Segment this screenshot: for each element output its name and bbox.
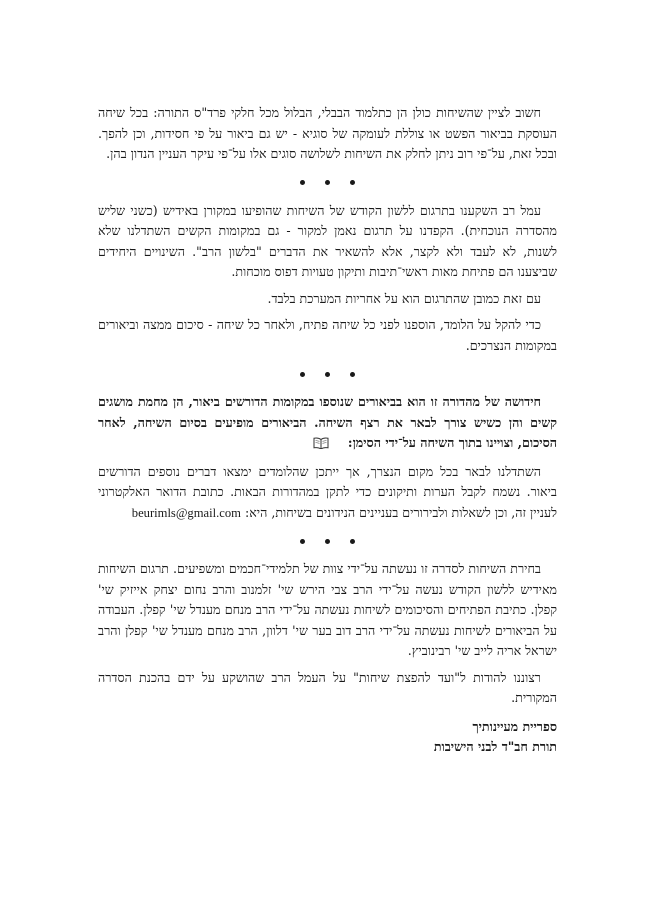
- paragraph-thanks: רצוננו להודות ל"ועד להפצת שיחות" על העמל הרב שהושקע על ידם בהכנת הסדרה המקורית.: [98, 669, 557, 705]
- divider-dot: [300, 539, 305, 544]
- divider-dot: [350, 372, 355, 377]
- edition-novelty-text: חידושה של מהדורה זו הוא בביאורים שנוספו במקומות הדורשים ביאור, הן מחמת מושגים קשים והן כשיש צורך לבאר את רצף השיחה. הביאורים מופיעים בסיום השיחה, לאחר הסיכום, וצויינו בתוך השיחה על־ידי הסימן:: [98, 394, 557, 450]
- divider-dot: [350, 180, 355, 185]
- divider-dot: [300, 372, 305, 377]
- divider-dot: [350, 539, 355, 544]
- contact-email[interactable]: beurimls@gmail.com: [131, 505, 241, 520]
- paragraph-responsibility: עם זאת כמובן שהתרגום הוא על אחריות המערכת בלבד.: [267, 290, 541, 306]
- paragraph-edition-novelty: [98, 392, 557, 456]
- signature-line-1: ספריית מעיינותיך: [472, 718, 557, 734]
- divider-dot: [300, 180, 305, 185]
- paragraph-talmud-note: חשוב לציין שהשיחות כולן הן כתלמוד הבבלי, הבלול מכל חלקי פרד"ס התורה: בכל שיחה העוסקת בביאור הפשט או צוללת לעומקה של סוגיא - יש גם ביאור על פי חסידות, וכן להפך. ובכל זאת, על־פי רוב ניתן לחלק את השיחות לשלושה סוגים אלו על־פי עיקר העניין הנדון בהן.: [98, 105, 557, 161]
- paragraph-translation: עמל רב השקענו בתרגום ללשון הקודש של השיחות שהופיעו במקורן באידיש (כשני שליש מהסדרה הנוכחית). הקפדנו על תרגום נאמן למקור - גם במקומות הקשים השתדלנו שלא לשנות, לא לעבד ולא לקצר, אלא להשאיר את הדברים "בלשון הרב". השינויים היחידים שביצענו הם פתיחת מאות ראשי־תיבות ותיקון טעויות דפוס מוכחות.: [98, 202, 557, 279]
- paragraph-feedback: [98, 462, 557, 524]
- divider-dot: [325, 372, 330, 377]
- paragraph-summaries: כדי להקל על הלומד, הוספנו לפני כל שיחה פתיח, ולאחר כל שיחה - סיכום ממצה וביאורים במקומות הנצרכים.: [98, 317, 557, 353]
- section-divider: [98, 165, 557, 201]
- feedback-text: השתדלנו לבאר בכל מקום הנצרך, אך ייתכן שהלומדים ימצאו דברים נוספים הדורשים ביאור. נשמח לקבל הערות ותיקונים כדי לתקן במהדורות הבאות. כתובת הדואר האלקטרוני לעניין זה, וכן לשאלות ולבירורים בעניינים הנידונים בשיחות, היא:: [98, 463, 557, 520]
- divider-dot: [325, 539, 330, 544]
- open-book-icon: [313, 435, 345, 456]
- divider-dot: [325, 180, 330, 185]
- section-divider: [98, 356, 557, 392]
- signature-block: [98, 717, 557, 757]
- signature-line-2: תורת חב"ד לבני הישיבות: [433, 738, 557, 754]
- section-divider: [98, 523, 557, 559]
- paragraph-credits: בחירת השיחות לסדרה זו נעשתה על־ידי צוות של תלמידי־חכמים ומשפיעים. תרגום השיחות מאידיש ללשון הקודש נעשה על־ידי הרב צבי הירש שי' זלמנוב והרב נחום יצחק אייזיק שי' קפלן. כתיבת הפתיחים והסיכומים לשיחות נעשתה על־ידי הרב מנחם מענדל שי' קפלן. העבודה על הביאורים לשיחות נעשתה על־ידי הרב דוב בער שי' דלוון, הרב מנחם מענדל שי' קפלן והרב ישראל אריה לייב שי' רבינוביץ.: [98, 561, 557, 658]
